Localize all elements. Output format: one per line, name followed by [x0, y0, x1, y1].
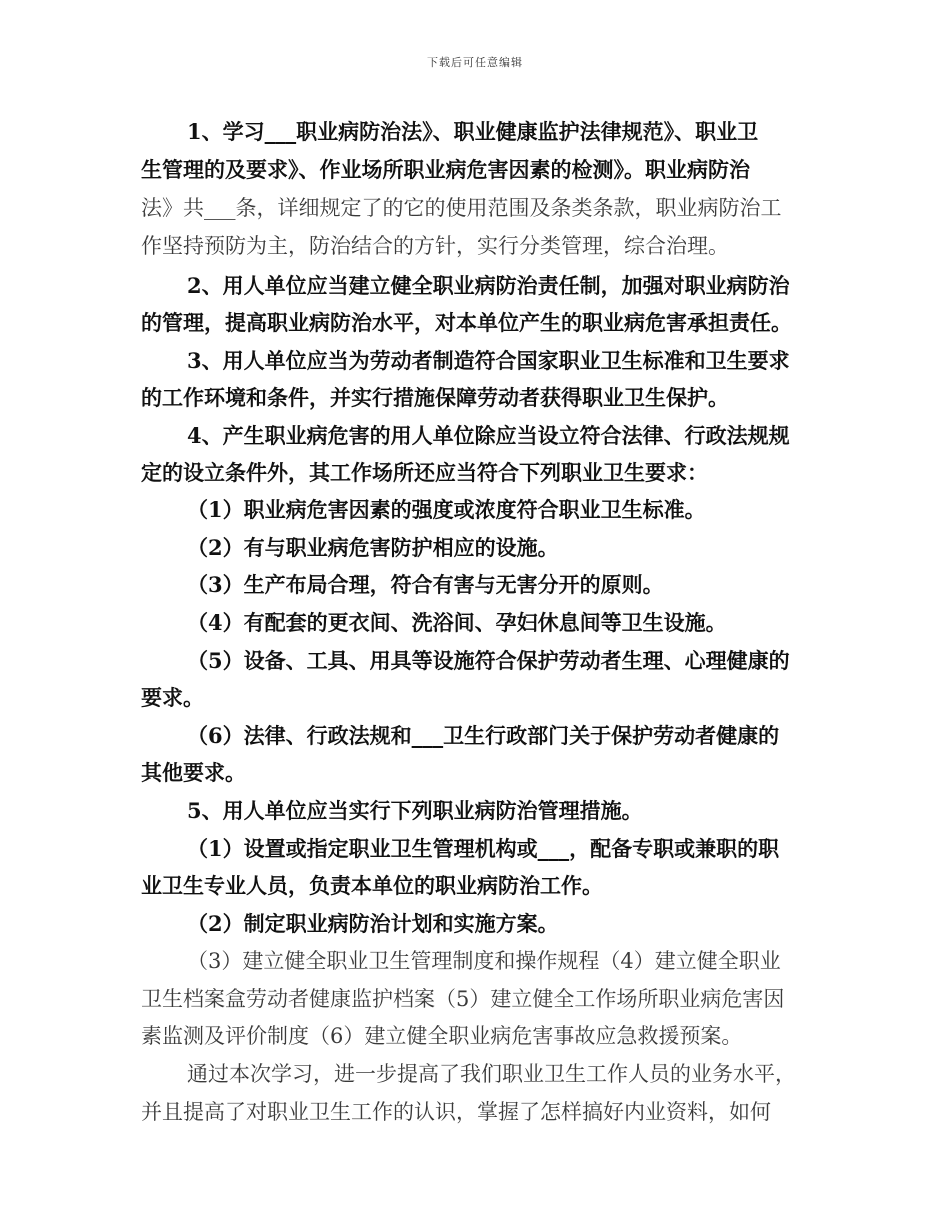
text-line: 的工作环境和条件，并实行措施保障劳动者获得职业卫生保护。 — [141, 385, 729, 410]
text-line: 2、用人单位应当建立健全职业病防治责任制，加强对职业病防治 — [187, 273, 790, 298]
text-line: 通过本次学习，进一步提高了我们职业卫生工作人员的业务水平， — [187, 1062, 796, 1086]
text-line: 4、产生职业病危害的用人单位除应当设立符合法律、行政法规规 — [187, 423, 790, 448]
text-line: 1、学习___职业病防治法》、职业健康监护法律规范》、职业卫 — [187, 119, 759, 144]
text-line: 作坚持预防为主，防治结合的方针，实行分类管理，综合治理。 — [141, 234, 729, 258]
text-line: （5）设备、工具、用具等设施符合保护劳动者生理、心理健康的 — [187, 648, 790, 673]
text-line: 定的设立条件外，其工作场所还应当符合下列职业卫生要求： — [141, 460, 708, 485]
text-line: 素监测及评价制度（6）建立健全职业病危害事故应急救援预案。 — [141, 1024, 743, 1048]
page-header: 下载后可任意编辑 — [427, 56, 523, 69]
text-line: 的管理，提高职业病防治水平，对本单位产生的职业病危害承担责任。 — [141, 310, 792, 335]
text-line: 其他要求。 — [141, 760, 246, 785]
text-line: 业卫生专业人员，负责本单位的职业病防治工作。 — [141, 873, 603, 898]
text-line: （1）设置或指定职业卫生管理机构或___，配备专职或兼职的职 — [187, 836, 780, 861]
text-line: 并且提高了对职业卫生工作的认识，掌握了怎样搞好内业资料，如何 — [141, 1100, 771, 1124]
text-line: （3）生产布局合理，符合有害与无害分开的原则。 — [187, 572, 664, 597]
text-line: （3）建立健全职业卫生管理制度和操作规程（4）建立健全职业 — [187, 949, 781, 973]
text-line: 法》共___条，详细规定了的它的使用范围及条类条款，职业病防治工 — [141, 196, 782, 220]
text-line: （4）有配套的更衣间、洗浴间、孕妇休息间等卫生设施。 — [187, 610, 727, 635]
text-line: （6）法律、行政法规和___卫生行政部门关于保护劳动者健康的 — [187, 723, 780, 748]
text-line: （2）制定职业病防治计划和实施方案。 — [187, 911, 559, 936]
text-line: 要求。 — [141, 685, 204, 710]
text-line: 5、用人单位应当实行下列职业病防治管理措施。 — [187, 798, 643, 823]
text-line: （2）有与职业病危害防护相应的设施。 — [187, 535, 559, 560]
text-line-bold: 生管理的及要求》、作业场所职业病危害因素的检测》。职业病防治 — [141, 157, 750, 182]
text-line: （1）职业病危害因素的强度或浓度符合职业卫生标准。 — [187, 497, 706, 522]
text-line: 卫生档案盒劳动者健康监护档案（5）建立健全工作场所职业病危害因 — [141, 987, 785, 1011]
text-line: 3、用人单位应当为劳动者制造符合国家职业卫生标准和卫生要求 — [187, 348, 790, 373]
text-line — [141, 154, 750, 184]
